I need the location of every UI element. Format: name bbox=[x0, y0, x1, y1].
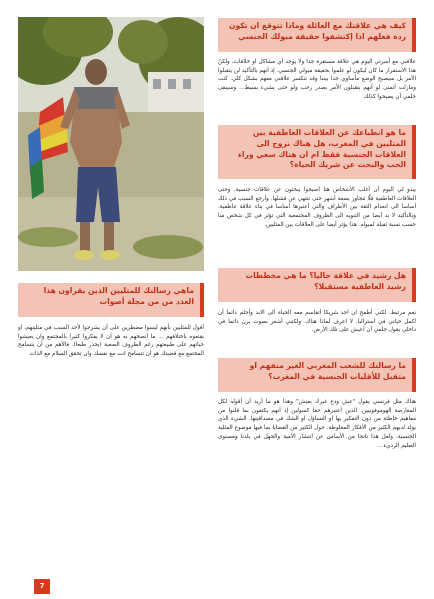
answer-text-5: أقول للمثليين بأنهم ليسوا مضطرين على أن يشرحوا لأحد السبب في مثليتهم، او يقنعوه باختلافهم ... ما أنصحهم به هو أن لا يفكروا كثيرا بالمجتمع وان يعيشوا حياتهم على طبيعتهم رغم الظروف الصعبة (بحذر طبعا). فالأهم من أن يتسامح المجتمع مع قضيتك هو أن تتسامح انت مع نفسك وان تحقق السلام مع الذات bbox=[18, 325, 204, 358]
question-text-1: كيف هي علاقتك مع العائلة وماذا تتوقع ان تكون ردة فعلهم اذا إكتشفوا حقيقة ميولك الجنسي bbox=[228, 21, 406, 41]
interview-photo bbox=[18, 17, 204, 271]
question-box-3 bbox=[218, 268, 416, 302]
answer-text-2: يبدو لي اليوم أن أغلب الأشخاص هنا اصبحوا يبحثون عن علاقات جنسية. وحتى العلاقات العاطفية قلّا تتجاوز بضعة أشهر حتى تنتهي عن فشلها. وأرجع السبب في ذلك أساسا الى انعدام الثقة بين الأطراف والتي أعتبرها أساسا في بناء علاقة عاطفية. وبالتأكيد لا بد أيضا من التنويه الى الظروف المجتمعية التي تؤثر في كل شخص منا حسب نسبة ثقيلة لميوله. هذا يؤثر أيضا على العلاقات بين المثليين. bbox=[218, 187, 416, 228]
answer-text-3: نعم مرتبط. لكني أطمح ان اجد شريكا أتقاسم معه الحياة الى الابد وأحلم دائما أن اكمل حياتي في استراليا. لا اعرف لماذا هناك. ولكنني أشعر بصوت يرن دائما في داخلي يقول حلمي أن أعيش على تلك الأرض. bbox=[218, 310, 416, 334]
question-box-2 bbox=[218, 125, 416, 179]
page-number: 7 bbox=[34, 579, 50, 594]
question-text-4: ما رسالتك للشعب المغربي الغير متفهم او متقبل للأقليات الجنسية في المغرب؟ bbox=[249, 361, 406, 381]
question-box-4 bbox=[218, 358, 416, 392]
question-box-1 bbox=[218, 18, 416, 52]
answer-text-4: هناك مثل فرنسي يقول "عش ودع غيرك يعيش" وهذا هو ما أريد أن أقوله لكل المعارضة الهوموفوبيين. الذين أعتبرهم حقا كسولين إذ أنهم يكتفون بما قلنوا من مفاهيم خاطئة من دون التفكير بها او التساؤل او الشك في مصداقيتها. الشيء الذي يولد لديهم الكثير من الأفكار المغلوطة. حول الكثير من القضايا بما فيها موضوع المثلية الجنسية. ولعل هذا ناتجا من الأساس عن انتشار الأمية والجهل في بلدنا ومستوى التعليم الرديء... bbox=[218, 399, 416, 449]
question-text-5: ماهي رسالتك للمثليين الذين يقراون هذا العدد من من مجلة أصوات bbox=[43, 286, 194, 306]
question-text-3: هل رشيد في علاقة حاليا؟ ما هي مخططات رشيد العاطفية مستقبلا؟ bbox=[245, 271, 406, 291]
question-box-5 bbox=[18, 283, 204, 317]
answer-text-1: علاقتي مع أسرتي اليوم هي علاقة مستقرة جدا ولا يوجد أي مشاكل او خلافات، ولكنّ هذا الاستقرار ما كان ليكون لو علموا بحقيقة ميولي الجنسي. إذ أنهم بالتأكيد لن يتقبلوا الأمر بل سيصبح الوضع مأساوي جدا بيننا وقد تنكسر علاقتي معهم بشكل كلي. كنت ومازلت أتمنى لو أنهم يتقبلون الأمر بصدر رحب ولو حتى بشيء بسيط... وسيبقى حلمي أن يصبحوا كذلك bbox=[218, 59, 416, 100]
question-text-2: ما هو انطباعك عن العلاقات العاطفية بين المثليين في المغرب، هل هناك نزوح الى العلاقات الجنسية فقط ام ان هناك سعي وراء الحب والبحث عن شريك الحياة؟ bbox=[238, 128, 406, 170]
